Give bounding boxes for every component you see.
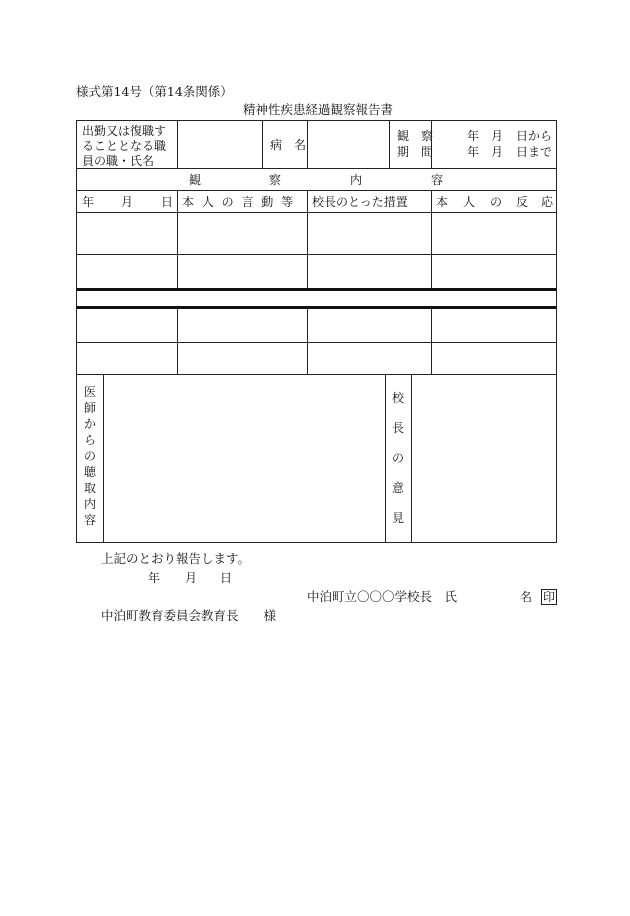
name-label: 名 [520,590,533,604]
row-1-reaction-field[interactable] [432,213,556,254]
col-date-year: 年 [82,195,95,209]
seal-mark: 印 [543,590,556,604]
doctor-label-char: 師 [83,401,96,415]
col-reaction-3: の [490,195,503,209]
col-words-header: 本 人 の 言 動 等 [182,195,296,209]
report-date-month: 月 [185,571,198,585]
principal-label-char: 長 [391,421,404,435]
row-4-reaction-field[interactable] [432,343,556,374]
section-label-char-1: 観 [189,173,202,187]
col-reaction-4: 反 [516,195,529,209]
row-3-date-field[interactable] [77,309,177,342]
period-label-line-2: 期 間 [397,145,434,159]
report-statement: 上記のとおり報告します。 [101,551,251,566]
row-2-measures-field[interactable] [308,255,431,288]
row-3-measures-field[interactable] [308,309,431,342]
staff-label-line-1: 出勤又は復職す [82,124,167,138]
row-2-words-field[interactable] [178,255,307,288]
period-from-suffix: 日から [516,129,553,143]
section-row-bottom [76,190,557,191]
staff-label-line-3: 員の職・氏名 [82,154,155,168]
disease-field[interactable] [308,121,389,168]
staff-name-field[interactable] [178,121,262,168]
break-line-top [76,288,557,291]
principal-label-char: 見 [391,511,404,525]
row-4-words-field[interactable] [178,343,307,374]
principal-label-char: 意 [391,481,404,495]
row-1-measures-field[interactable] [308,213,431,254]
row-2-date-field[interactable] [77,255,177,288]
section-label-char-3: 内 [350,173,363,187]
doctor-label-char: ら [83,433,96,447]
principal-label [389,392,407,524]
period-to-suffix: 日まで [516,145,553,159]
addressee: 中泊町教育委員会教育長 様 [101,608,277,623]
principal-label-char: 校 [391,391,404,405]
header-row-bottom [76,168,557,169]
col-reaction-1: 本 [436,195,449,209]
principal-divider-left [385,374,386,542]
principal-opinion-field[interactable] [412,375,556,542]
form-title: 精神性疾患経過観察報告書 [243,102,394,117]
table-bottom-border [76,542,557,543]
doctor-label-char: 内 [83,497,96,511]
row-4-date-field[interactable] [77,343,177,374]
col-measures-header: 校長のとった措置 [312,195,408,209]
section-label-char-4: 容 [431,173,444,187]
doctor-label-char: 聴 [83,465,96,479]
doctor-label [81,386,99,526]
doctor-label-char: か [83,417,96,431]
row-1-words-field[interactable] [178,213,307,254]
doctor-label-char: の [83,449,96,463]
doctor-label-char: 医 [83,385,96,399]
principal-signature: 中泊町立〇〇〇学校長 氏 [307,589,458,604]
row-4-measures-field[interactable] [308,343,431,374]
row-3-reaction-field[interactable] [432,309,556,342]
period-to-month: 月 [491,145,504,159]
report-date-day: 日 [220,571,233,585]
principal-label-char: の [391,451,404,465]
period-label-line-1: 観 察 [397,129,434,143]
col-date-month: 月 [121,195,134,209]
doctor-label-char: 取 [83,481,96,495]
form-number: 様式第14号（第14条関係） [76,84,233,99]
period-from-month: 月 [491,129,504,143]
period-from-year: 年 [467,129,480,143]
staff-label-line-2: ることとなる職 [82,139,167,153]
row-1-date-field[interactable] [77,213,177,254]
header-divider-2 [262,120,263,168]
col-reaction-5: 応 [541,195,554,209]
section-label-char-2: 察 [269,173,282,187]
period-to-year: 年 [467,145,480,159]
row-2-reaction-field[interactable] [432,255,556,288]
doctor-content-field[interactable] [104,375,385,542]
doctor-label-char: 容 [83,513,96,527]
report-date-year: 年 [148,571,161,585]
disease-label: 病 名 [270,138,307,152]
header-divider-5 [431,120,432,168]
row-3-words-field[interactable] [178,309,307,342]
col-reaction-2: 人 [463,195,476,209]
table-right-border [556,120,557,543]
col-date-day: 日 [161,195,174,209]
header-divider-4 [389,120,390,168]
